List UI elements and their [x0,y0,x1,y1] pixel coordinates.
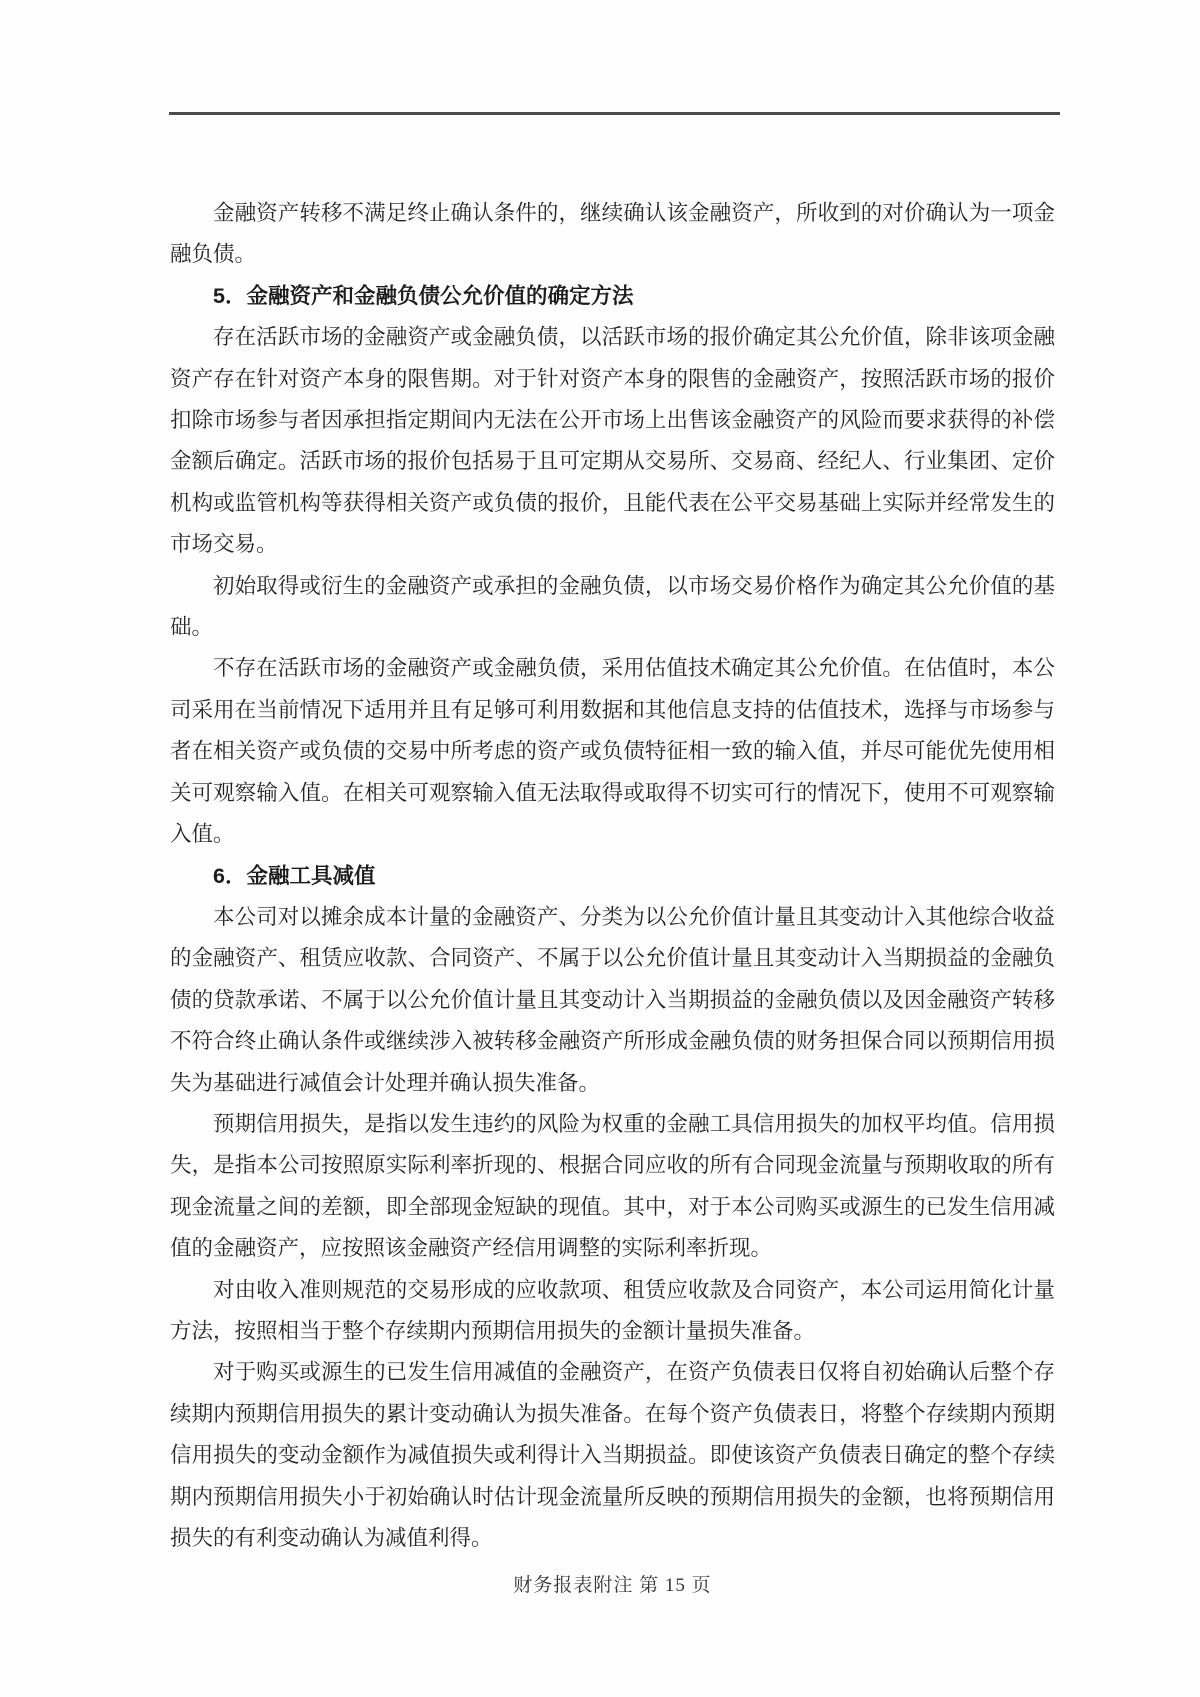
paragraph: 本公司对以摊余成本计量的金融资产、分类为以公允价值计量且其变动计入其他综合收益的金融资产、租赁应收款、合同资产、不属于以公允价值计量且其变动计入当期损益的金融负债的贷款承诺、不属于以公允价值计量且其变动计入当期损益的金融负债以及因金融资产转移不符合终止确认条件或继续涉入被转移金融资产所形成金融负债的财务担保合同以预期信用损失为基础进行减值会计处理并确认损失准备。 [170,904,1055,1095]
section-heading: 6．金融工具减值 [213,863,376,888]
paragraph: 对于购买或源生的已发生信用减值的金融资产，在资产负债表日仅将自初始确认后整个存续期内预期信用损失的累计变动确认为损失准备。在每个资产负债表日，将整个存续期内预期信用损失的变动金额作为减值损失或利得计入当期损益。即使该资产负债表日确定的整个存续期内预期信用损失小于初始确认时估计现金流量所反映的预期信用损失的金额，也将预期信用损失的有利变动确认为减值利得。 [170,1360,1055,1550]
paragraph: 存在活跃市场的金融资产或金融负债，以活跃市场的报价确定其公允价值，除非该项金融资产存在针对资产本身的限售期。对于针对资产本身的限售的金融资产，按照活跃市场的报价扣除市场参与者因承担指定期间内无法在公开市场上出售该金融资产的风险而要求获得的补偿金额后确定。活跃市场的报价包括易于且可定期从交易所、交易商、经纪人、行业集团、定价机构或监管机构等获得相关资产或负债的报价，且能代表在公平交易基础上实际并经常发生的市场交易。 [170,325,1055,557]
page-footer: 财务报表附注 第 15 页 [513,1575,712,1596]
paragraph: 初始取得或衍生的金融资产或承担的金融负债，以市场交易价格作为确定其公允价值的基础。 [170,573,1055,640]
document-body [170,193,1055,1559]
section-heading: 5．金融资产和金融负债公允价值的确定方法 [213,283,634,308]
paragraph: 对由收入准则规范的交易形成的应收款项、租赁应收款及合同资产，本公司运用简化计量方法，按照相当于整个存续期内预期信用损失的金额计量损失准备。 [170,1277,1055,1343]
paragraph: 不存在活跃市场的金融资产或金融负债，采用估值技术确定其公允价值。在估值时，本公司采用在当前情况下适用并且有足够可利用数据和其他信息支持的估值技术，选择与市场参与者在相关资产或负债的交易中所考虑的资产或负债特征相一致的输入值，并尽可能优先使用相关可观察输入值。在相关可观察输入值无法取得或取得不切实可行的情况下，使用不可观察输入值。 [170,656,1055,847]
paragraph: 预期信用损失，是指以发生违约的风险为权重的金融工具信用损失的加权平均值。信用损失，是指本公司按照原实际利率折现的、根据合同应收的所有合同现金流量与预期收取的所有现金流量之间的差额，即全部现金短缺的现值。其中，对于本公司购买或源生的已发生信用减值的金融资产，应按照该金融资产经信用调整的实际利率折现。 [170,1111,1055,1261]
header-rule [169,112,1060,115]
paragraph: 金融资产转移不满足终止确认条件的，继续确认该金融资产，所收到的对价确认为一项金融负债。 [170,201,1055,267]
